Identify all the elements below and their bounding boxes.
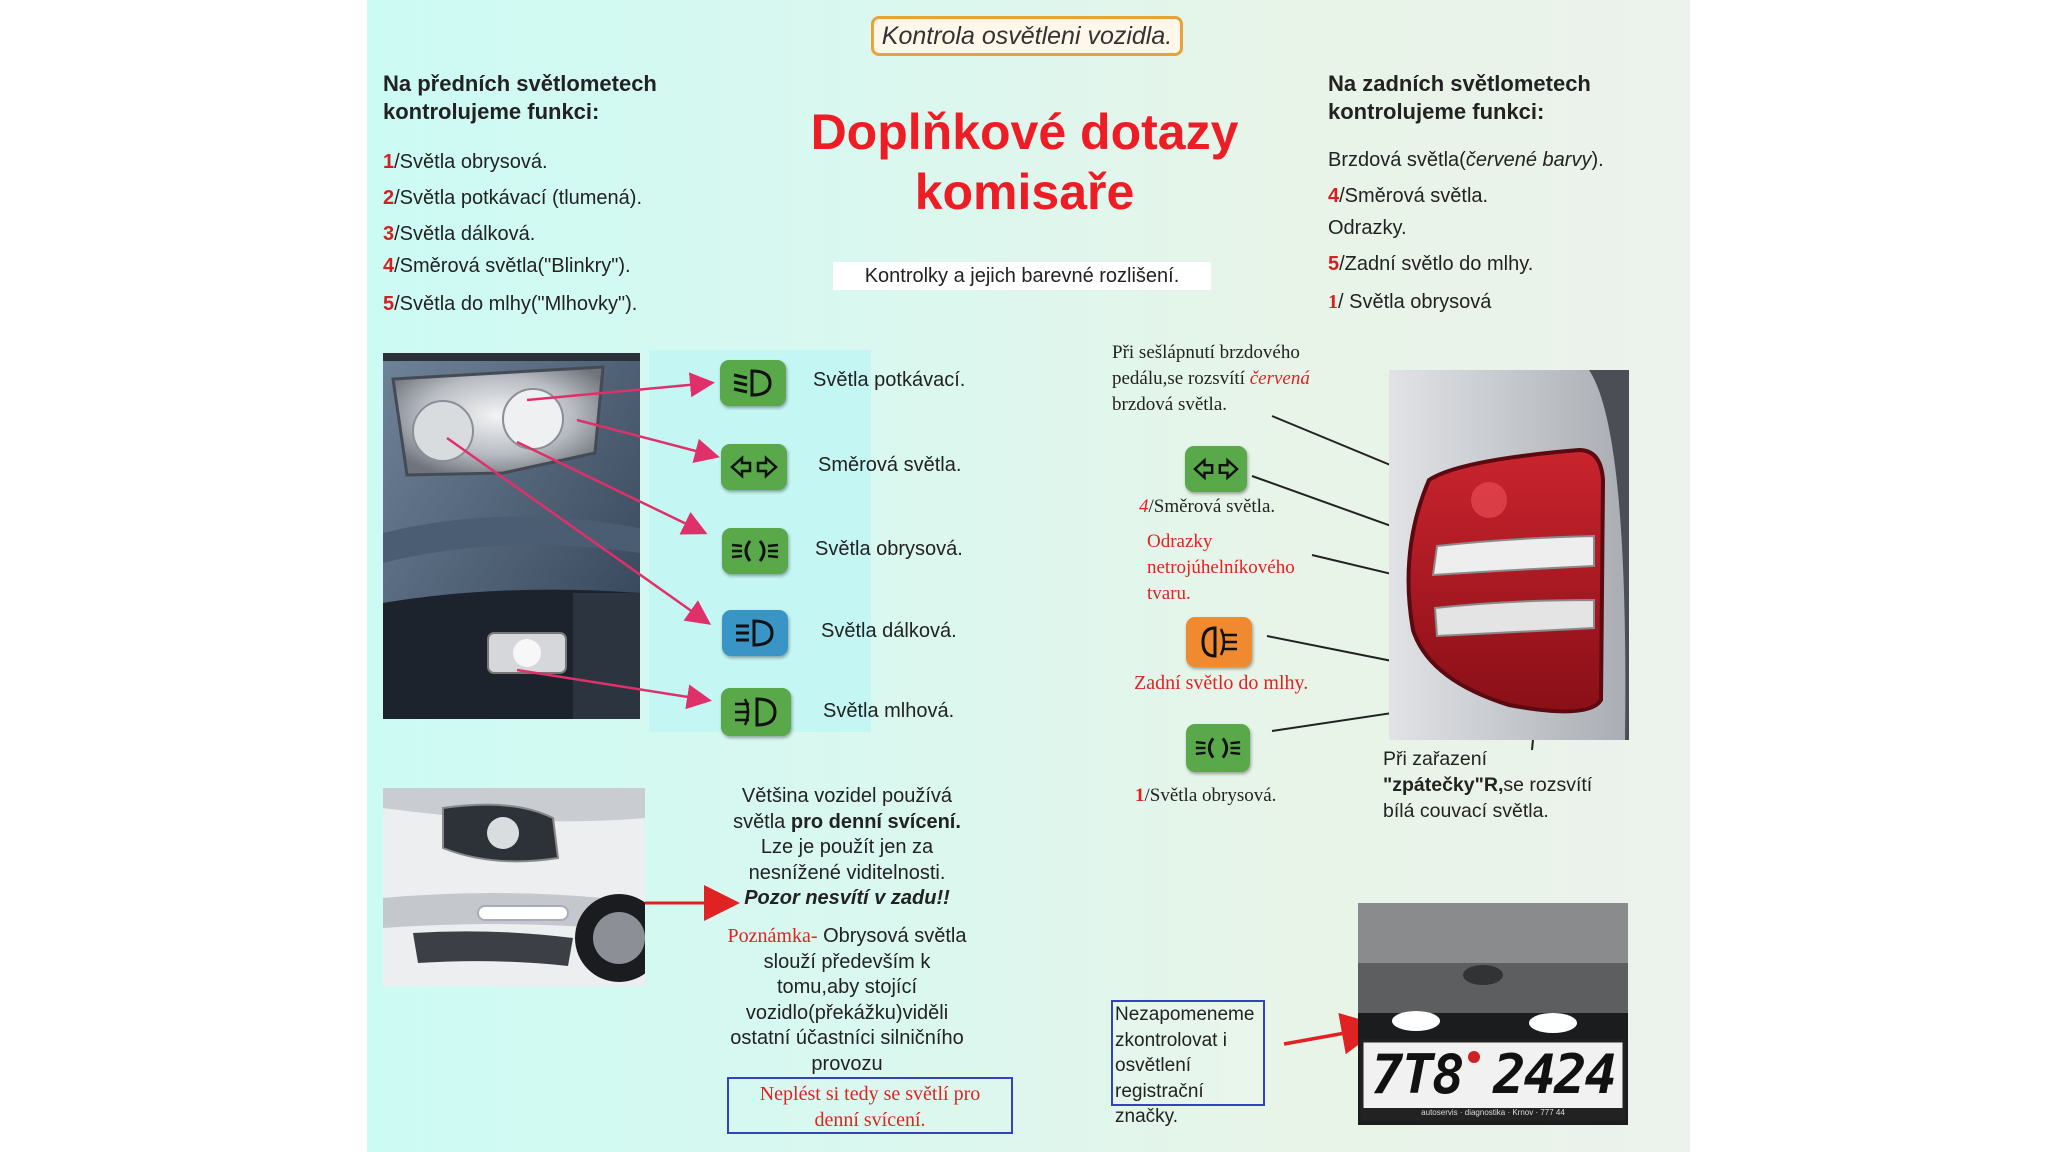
indicator-label-high-beam: Světla dálková.: [821, 620, 957, 642]
rear-heading-line2: kontrolujeme funkci:: [1328, 99, 1545, 124]
front-item: 2/Světla potkávací (tlumená).: [383, 187, 643, 209]
low-beam-icon: [720, 360, 786, 406]
rear-fog-label: Zadní světlo do mlhy.: [1134, 672, 1309, 694]
rear-item-fog: 5/Zadní světlo do mlhy.: [1328, 253, 1534, 275]
front-item: 3/Světla dálková.: [383, 223, 536, 245]
drl-image: [383, 788, 645, 986]
rear-fog-icon: [1186, 617, 1252, 667]
indicator-label-position: Světla obrysová.: [815, 538, 963, 560]
brake-note: Při sešlápnutí brzdového pedálu,se rozsvítí červená brzdová světla.: [1112, 342, 1310, 415]
slide: [367, 0, 1690, 1152]
plate-note-box: Nezapomeneme zkontrolovat i osvětlení registrační značky.: [1111, 1000, 1265, 1106]
indicator-label-low-beam: Světla potkávací.: [813, 369, 966, 391]
rear-lamp-photo: [1389, 370, 1629, 740]
note-text: Poznámka- Obrysová světla slouží především k tomu,aby stojící vozidlo(překážku)viděli ostatní účastníci silničního provozu: [727, 925, 967, 1075]
drl-text: Většina vozidel používá světla pro denní svícení. Lze je použít jen za nesnížené viditelnosti. Pozor nesvítí v zadu!!: [733, 785, 961, 909]
front-heading-line1: Na předních světlometech: [383, 71, 657, 96]
reflector-note: Odrazky netrojúhelníkového tvaru.: [1147, 531, 1295, 604]
drl-photo: [383, 788, 645, 986]
turn-signal-icon: [721, 444, 787, 490]
rear-turn-label: 4/Směrová světla.: [1139, 496, 1276, 517]
subtitle: Kontrolky a jejich barevné rozlišení.: [864, 264, 1180, 287]
front-item: 1/Světla obrysová.: [383, 151, 548, 173]
reverse-note: Při zařazení "zpátečky"R,se rozsvítí bílá couvací světla.: [1383, 748, 1593, 822]
position-light-icon: [722, 528, 788, 574]
front-item: 4/Směrová světla("Blinkry").: [383, 255, 631, 277]
main-title-line2: komisaře: [914, 164, 1135, 220]
rear-item-position: 1/ Světla obrysová: [1328, 291, 1492, 313]
indicator-label-front-fog: Světla mlhová.: [823, 700, 955, 722]
rear-position-icon: [1186, 724, 1250, 772]
rear-item-turn: 4/Směrová světla.: [1328, 185, 1489, 207]
plate-photo: [1358, 903, 1628, 1125]
rear-item-brake: Brzdová světla(červené barvy).: [1328, 149, 1604, 171]
rear-item-reflectors: Odrazky.: [1328, 217, 1407, 239]
indicator-label-turn-signal: Směrová světla.: [818, 454, 962, 476]
front-fog-icon: [721, 688, 791, 736]
license-plate-text: 7T8 2424: [1370, 1043, 1616, 1106]
front-item: 5/Světla do mlhy("Mlhovky").: [383, 293, 638, 315]
plate-frame-text: autoservis · diagnostika · Krnov · 777 44: [1421, 1108, 1565, 1117]
rear-heading-line1: Na zadních světlometech: [1328, 71, 1591, 96]
top-title: Kontrola osvětleni vozidla.: [881, 21, 1173, 50]
front-heading-line2: kontrolujeme funkci:: [383, 99, 600, 124]
rear-lamp-image: [1389, 370, 1629, 740]
high-beam-icon: [722, 610, 788, 656]
main-title-line1: Doplňkové dotazy: [810, 104, 1239, 160]
rear-position-label: 1/Světla obrysová.: [1135, 785, 1277, 806]
rear-turn-signal-icon: [1185, 446, 1247, 492]
drl-warning-box: Neplést si tedy se světlí pro denní svícení.: [727, 1077, 1013, 1134]
